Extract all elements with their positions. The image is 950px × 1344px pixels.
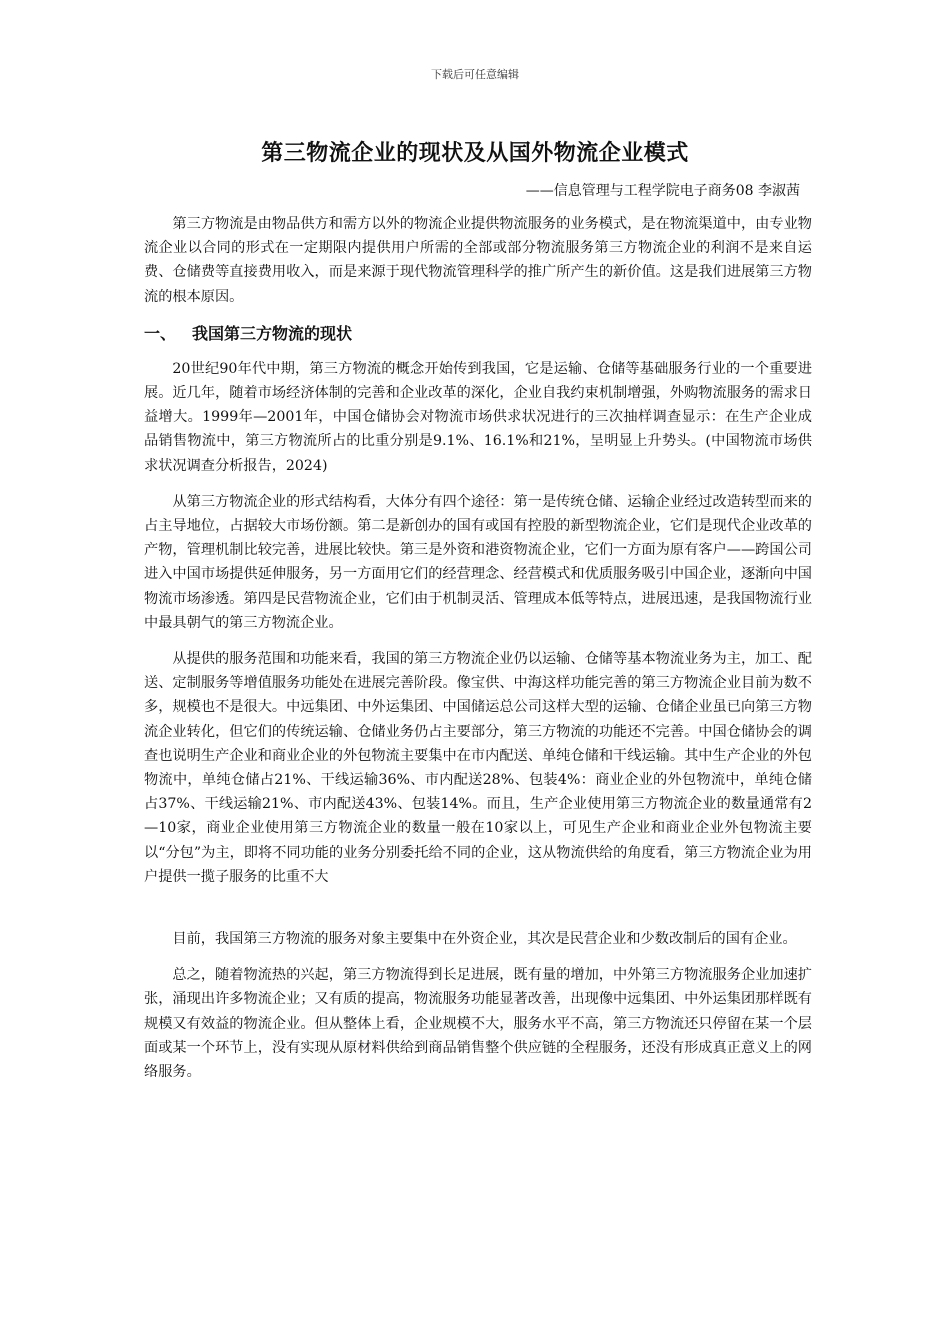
paragraph-5: 总之，随着物流热的兴起，第三方物流得到长足进展，既有量的增加，中外第三方物流服务企业加速扩张，涌现出许多物流企业；又有质的提高，物流服务功能显著改善，出现像中远集团、中外运集团那样既有规模又有效益的物流企业。但从整体上看，企业规模不大，服务水平不高，第三方物流还只停留在某一个层面或某一个环节上，没有实现从原材料供给到商品销售整个供应链的全程服务，还没有形成真正意义上的网络服务。 xyxy=(144,967,812,1081)
document-body xyxy=(144,212,812,1084)
paragraph-3: 从提供的服务范围和功能来看，我国的第三方物流企业仍以运输、仓储等基本物流业务为主，加工、配送、定制服务等增值服务功能处在进展完善阶段。像宝供、中海这样功能完善的第三方物流企业目前为数不多，规模也不是很大。中远集团、中外运集团、中国储运总公司这样大型的运输、仓储企业虽已向第三方物流企业转化，但它们的传统运输、仓储业务仍占主要部分，第三方物流的功能还不完善。中国仓储协会的调查也说明生产企业和商业企业的外包物流主要集中在市内配送、单纯仓储和干线运输。其中生产企业的外包物流中，单纯仓储占21%、干线运输36%、市内配送28%、包装4%：商业企业的外包物流中，单纯仓储占37%、干线运输21%、市内配送43%、包装14%。而且，生产企业使用第三方物流企业的数量通常有2—10家，商业企业使用第三方物流企业的数量一般在10家以上，可见生产企业和商业企业外包物流主要以“分包”为主，即将不同功能的业务分别委托给不同的企业，这从物流供给的角度看，第三方物流企业为用户提供一揽子服务的比重不大 xyxy=(144,651,812,885)
document-title: 第三物流企业的现状及从国外物流企业模式 xyxy=(261,140,689,166)
paragraph-4: 目前，我国第三方物流的服务对象主要集中在外资企业，其次是民营企业和少数改制后的国有企业。 xyxy=(172,931,797,948)
header-note: 下载后可任意编辑 xyxy=(431,68,519,81)
paragraph-1: 20世纪90年代中期，第三方物流的概念开始传到我国，它是运输、仓储等基础服务行业的一个重要进展。近几年，随着市场经济体制的完善和企业改革的深化，企业自我约束机制增强，外购物流服务的需求日益增大。1999年—2001年，中国仓储协会对物流市场供求状况进行的三次抽样调查显示：在生产企业成品销售物流中，第三方物流所占的比重分别是9.1%、16.1%和21%，呈明显上升势头。(中国物流市场供求状况调查分析报告，2024) xyxy=(144,360,812,474)
intro-paragraph: 第三方物流是由物品供方和需方以外的物流企业提供物流服务的业务模式，是在物流渠道中，由专业物流企业以合同的形式在一定期限内提供用户所需的全部或部分物流服务第三方物流企业的利润不是来自运费、仓储费等直接费用收入，而是来源于现代物流管理科学的推广所产生的新价值。这是我们进展第三方物流的根本原因。 xyxy=(144,216,812,305)
section-heading xyxy=(144,321,812,347)
section-title: 我国第三方物流的现状 xyxy=(192,323,353,343)
paragraph-2: 从第三方物流企业的形式结构看，大体分有四个途径：第一是传统仓储、运输企业经过改造转型而来的占主导地位，占据较大市场份额。第二是新创办的国有或国有控股的新型物流企业，它们是现代企业改革的产物，管理机制比较完善，进展比较快。第三是外资和港资物流企业，它们一方面为原有客户——跨国公司进入中国市场提供延伸服务，另一方面用它们的经营理念、经营模式和优质服务吸引中国企业，逐渐向中国物流市场渗透。第四是民营物流企业，它们由于机制灵活、管理成本低等特点，进展迅速，是我国物流行业中最具朝气的第三方物流企业。 xyxy=(144,493,812,631)
section-number: 一、 xyxy=(144,323,177,343)
author-byline: ——信息管理与工程学院电子商务08 李淑茜 xyxy=(525,183,800,199)
